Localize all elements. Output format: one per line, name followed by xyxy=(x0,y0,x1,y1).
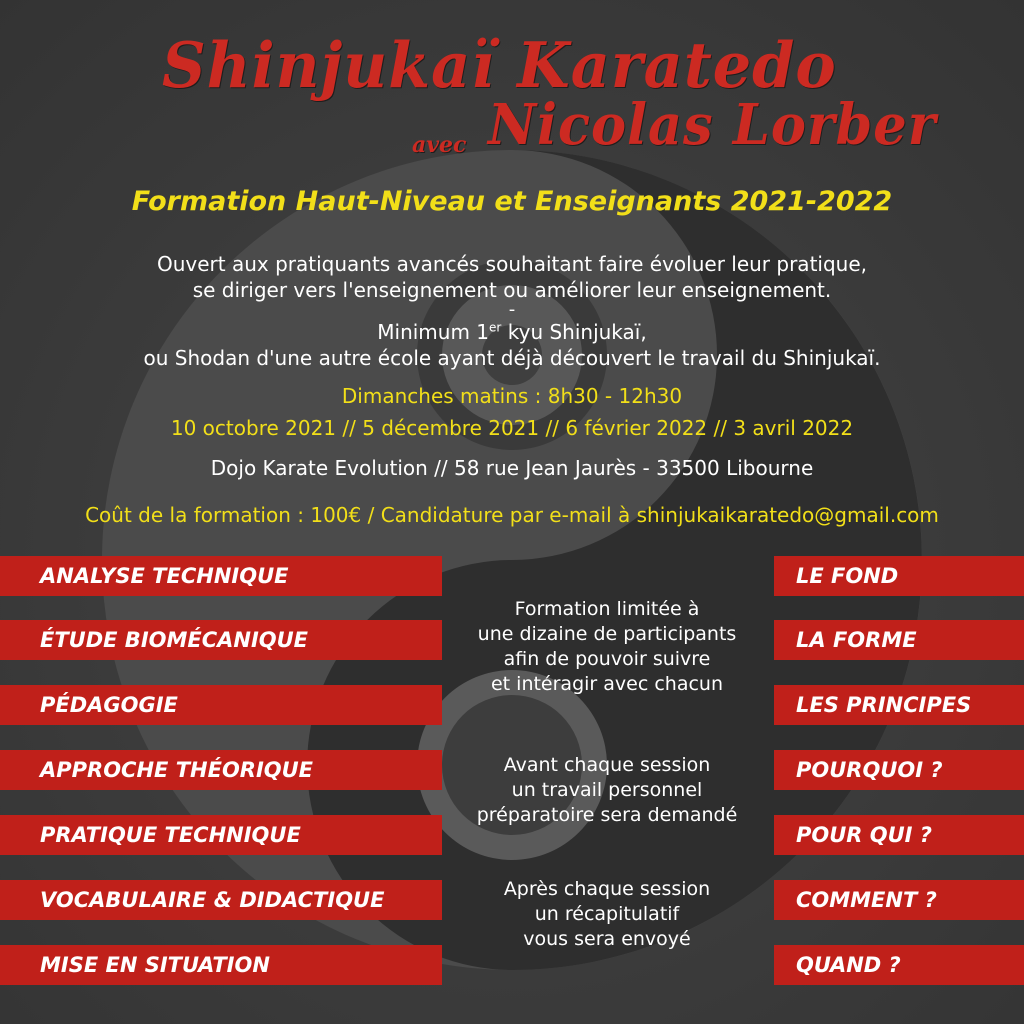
schedule-dates: 10 octobre 2021 // 5 décembre 2021 // 6 février 2022 // 3 avril 2022 xyxy=(170,416,854,440)
note-line: Avant chaque session xyxy=(503,754,711,776)
subtitle: Formation Haut-Niveau et Enseignants 2021-2022 xyxy=(131,186,893,217)
cost-contact: Coût de la formation : 100€ / Candidature par e-mail à shinjukaikaratedo@gmail.com xyxy=(85,503,939,527)
note-line: préparatoire sera demandé xyxy=(476,804,738,826)
location: Dojo Karate Evolution // 58 rue Jean Jaurès - 33500 Libourne xyxy=(210,456,814,480)
minimum-sup: er xyxy=(489,320,502,335)
left-tag-pratique: PRATIQUE TECHNIQUE xyxy=(0,815,442,855)
minimum-prefix: Minimum 1 xyxy=(377,320,490,344)
brand-title: Shinjukaï Karatedo xyxy=(162,28,837,102)
right-tag-pourquoi: POURQUOI ? xyxy=(774,750,1024,790)
minimum-suffix: kyu Shinjukaï, xyxy=(501,320,647,344)
note-participants xyxy=(440,597,774,697)
right-tag-comment: COMMENT ? xyxy=(774,880,1024,920)
left-tag-etude: ÉTUDE BIOMÉCANIQUE xyxy=(0,620,442,660)
left-tag-analyse: ANALYSE TECHNIQUE xyxy=(0,556,442,596)
note-line: afin de pouvoir suivre xyxy=(503,648,711,670)
note-line: un travail personnel xyxy=(511,779,703,801)
note-line: une dizaine de participants xyxy=(477,623,737,645)
brand-name: Nicolas Lorber xyxy=(488,92,937,158)
right-tag-principes: LES PRINCIPES xyxy=(774,685,1024,725)
note-before-session xyxy=(440,753,774,828)
brand-avec: avec xyxy=(412,132,467,158)
note-line: vous sera envoyé xyxy=(523,928,691,950)
right-tag-forme: LA FORME xyxy=(774,620,1024,660)
schedule-times: Dimanches matins : 8h30 - 12h30 xyxy=(341,384,683,408)
note-line: Après chaque session xyxy=(503,878,711,900)
intro-line-2: se diriger vers l'enseignement ou améliorer leur enseignement. xyxy=(192,278,832,302)
note-line: un récapitulatif xyxy=(534,903,680,925)
right-tag-quand: QUAND ? xyxy=(774,945,1024,985)
right-tag-pour-qui: POUR QUI ? xyxy=(774,815,1024,855)
right-tag-fond: LE FOND xyxy=(774,556,1024,596)
intro-line-1: Ouvert aux pratiquants avancés souhaitant faire évoluer leur pratique, xyxy=(156,252,867,276)
intro-line-4: ou Shodan d'une autre école ayant déjà découvert le travail du Shinjukaï. xyxy=(143,346,881,370)
left-tag-pedagogie: PÉDAGOGIE xyxy=(0,685,442,725)
intro-minimum xyxy=(0,320,1024,344)
left-tag-vocabulaire: VOCABULAIRE & DIDACTIQUE xyxy=(0,880,442,920)
left-tag-approche: APPROCHE THÉORIQUE xyxy=(0,750,442,790)
note-line: Formation limitée à xyxy=(514,598,700,620)
note-after-session xyxy=(440,877,774,952)
note-line: et intéragir avec chacun xyxy=(490,673,723,695)
intro-separator: - xyxy=(508,299,516,320)
left-tag-mise-en-situation: MISE EN SITUATION xyxy=(0,945,442,985)
